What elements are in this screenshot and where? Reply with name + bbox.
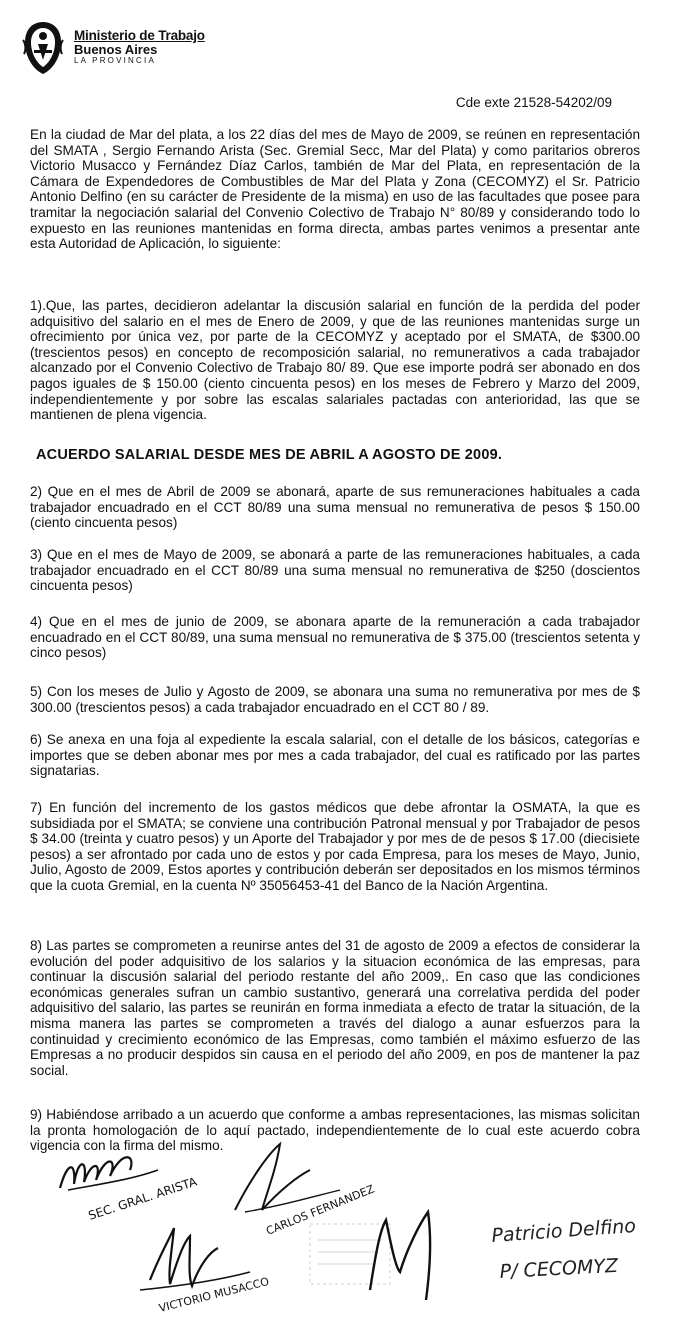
ministry-name: Ministerio de Trabajo [74,28,205,43]
signature-delfino-name: Patricio Delfino [490,1214,637,1247]
signature-delfino-org: P/ CECOMYZ [499,1254,619,1283]
signature-delfino [491,1215,637,1283]
paragraph-6: 6) Se anexa en una foja al expediente la escala salarial, con el detalle de los básicos, categorías e importes que se deben abonar mes por mes a cada trabajador, del cual es ratificado por las partes signatarias. [30,732,640,779]
paragraph-2: 2) Que en el mes de Abril de 2009 se abonará, aparte de sus remuneraciones habituales a cada trabajador encuadrado en el CCT 80/89 una suma mensual no remunerativa de pesos $ 150.00 (ciento cincuenta pesos) [30,484,640,531]
signature-fernandez [235,1144,377,1238]
signature-musacco [140,1228,271,1315]
faint-stamp [310,1224,390,1284]
ministry-city: Buenos Aires [74,42,158,57]
signature-arista [60,1157,199,1223]
signature-fernandez-note: CARLOS FERNANDEZ [264,1182,377,1238]
paragraph-8: 8) Las partes se comprometen a reunirse antes del 31 de agosto de 2009 a efectos de considerar la evolución del poder adquisitivo de los salarios y la situacion económica de las empresas, para continuar la discusión salarial del periodo restante del año 2009,. En caso que las condiciones económicas generales sufran un cambio sustantivo, generará una correlativa perdida del poder adquisitivo del salario, las partes se reunirán en forma inmediata a efecto de tratar la situación, de la misma manera las partes se comprometen a través del dialogo a aunar esfuerzos para la continuidad y crecimiento económico de las Empresas, como también el máximo esfuerzo de las Empresas a no producir despidos sin causa en el periodo del año 2009, en pos de mantener la paz social. [30,938,640,1078]
file-reference: Cde exte 21528-54202/09 [455,95,612,110]
paragraph-5: 5) Con los meses de Julio y Agosto de 2009, se abonara una suma no remunerativa por mes de $ 300.00 (trescientos pesos) a cada trabajador encuadrado en el CCT 80 / 89. [30,684,640,715]
letterhead [22,20,282,80]
paragraph-7: 7) En función del incremento de los gastos médicos que debe afrontar la OSMATA, la que es subsidiada por el SMATA; se conviene una contribución Patronal mensual y por Trabajador de pesos $ 34.00 (treinta y cuatro pesos) y un Aporte del Trabajador y por mes de de pesos $ 17.00 (diecisiete pesos) a ser afrontado por cada uno de estos y por cada Empresa, para los meses de Mayo, Junio, Julio, Agosto de 2009, Estos aportes y contribución deberán ser depositados en los mismos términos que la cuota Gremial, en la cuenta Nº 35056453-41 del Banco de la Nación Argentina. [30,800,640,893]
paragraph-1: 1).Que, las partes, decidieron adelantar la discusión salarial en función de la perdida del poder adquisitivo del salario en el mes de Enero de 2009, y que de las reuniones mantenidas surge un ofrecimiento por única vez, por parte de la CECOMYZ y aceptado por el SMATA, de $300.00 (trescientos pesos) en concepto de recomposición salarial, no remunerativos a cada trabajador alcanzado por el Convenio Colectivo de Trabajo 80/ 89. Que ese importe podrá ser abonado en dos pagos iguales de $ 150.00 (ciento cincuenta pesos) en los meses de Febrero y Marzo del 2009, independientemente y por sobre las escalas salariales pactadas con anterioridad, las que se mantienen de plena vigencia. [30,298,640,423]
section-heading: ACUERDO SALARIAL DESDE MES DE ABRIL A AGOSTO DE 2009. [36,447,503,463]
intro-paragraph: En la ciudad de Mar del plata, a los 22 días del mes de Mayo de 2009, se reúnen en representación del SMATA , Sergio Fernando Arista (Sec. Gremial Secc, Mar del Plata) y como paritarios obreros Victorio Musacco y Fernández Díaz Carlos, también de Mar del Plata, en representación de la Cámara de Expendedores de Combustibles de Mar del Plata y Zona (CECOMYZ) el Sr. Patricio Antonio Delfino (en su carácter de Presidente de la misma) en uso de las facultades que posee para tramitar la negociación salarial del Convenio Colectivo de Trabajo N° 80/89 y considerando todo lo expuesto en las reuniones mantenidas en forma directa, ambas partes venimos a presentar ante esta Autoridad de Aplicación, lo siguiente: [30,127,640,252]
paragraph-9: 9) Habiéndose arribado a un acuerdo que conforme a ambas representaciones, las mismas solicitan la pronta homologación de lo aquí pactado, independientemente de lo cual este acuerdo cobra vigencia con la firma del mismo. [30,1107,640,1154]
ministry-province: LA PROVINCIA [74,56,156,65]
ministry-brand [74,28,205,66]
signatures-area [40,1140,680,1320]
signature-large-m [370,1212,430,1300]
signature-musacco-note: VICTORIO MUSACCO [157,1274,271,1315]
paragraph-4: 4) Que en el mes de junio de 2009, se abonara aparte de la remuneración a cada trabajador encuadrado en el CCT 80/89, una suma mensual no remunerativa de $ 375.00 (trescientos setenta y cinco pesos) [30,614,640,661]
signature-arista-note: SEC. GRAL. ARISTA [86,1174,199,1223]
paragraph-3: 3) Que en el mes de Mayo de 2009, se abonará a parte de las remuneraciones habituales, a cada trabajador encuadrado en el CCT 80/89 una suma mensual no remunerativa de $250 (doscientos cincuenta pesos) [30,547,640,594]
provincial-seal-icon [22,20,64,76]
